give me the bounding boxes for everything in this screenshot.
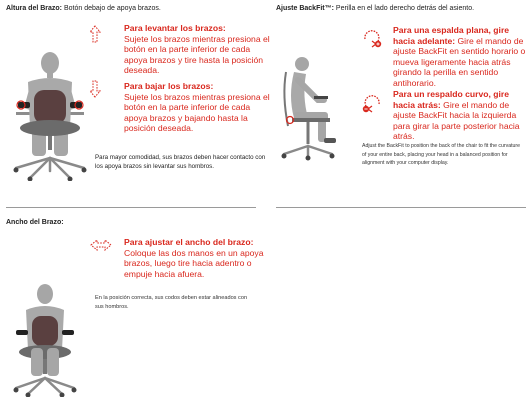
lower-arms-title: Para bajar los brazos: bbox=[124, 81, 214, 91]
lower-arms-text: Sujete los brazos mientras presiona el botón en la parte inferior de cada apoya brazos y bajando hasta la posición deseada. bbox=[124, 91, 270, 134]
arrow-up-icon bbox=[89, 25, 101, 43]
backfit-header bbox=[276, 4, 474, 13]
rotate-clockwise-plus-icon bbox=[360, 25, 384, 49]
flat-back-text: Gire el mando de ajuste BackFit en sentido horario o mueva ligeramente hacia atrás girando la perilla en sentido antihorario. bbox=[393, 35, 526, 88]
arm-height-header bbox=[6, 4, 161, 13]
raise-arms-text: Sujete los brazos mientras presiona el botón en la parte inferior de cada apoya brazos y tire hasta la posición deseada. bbox=[124, 33, 270, 76]
flat-back-block bbox=[393, 25, 527, 89]
flat-back-title: Para una espalda plana, gire hacia adelante: bbox=[393, 25, 510, 46]
raise-arms-title: Para levantar los brazos: bbox=[124, 23, 226, 33]
arm-width-header-title: Ancho del Brazo: bbox=[6, 219, 64, 226]
arm-width-title: Para ajustar el ancho del brazo: bbox=[124, 237, 254, 247]
backfit-note: Adjust the BackFit to position the back of the chair to fit the curvature of your entire back, placing your head in a balanced position for alignment with your computer display. bbox=[362, 143, 521, 167]
divider-right bbox=[276, 207, 526, 208]
arm-height-header-desc: Botón debajo de apoya brazos. bbox=[62, 5, 161, 12]
backfit-header-desc: Perilla en el lado derecho detrás del asiento. bbox=[333, 5, 475, 12]
divider-left bbox=[6, 207, 256, 208]
lower-arms-block bbox=[124, 81, 272, 134]
curved-back-text: Gire el mando de ajuste BackFit hacia la izquierda para girar la parte posterior hacia atrás. bbox=[393, 99, 520, 142]
backfit-header-title: Ajuste BackFit™: bbox=[276, 5, 334, 12]
arm-width-text: Coloque las dos manos en un apoya brazos, luego tire hacia adentro o empuje hacia afuera. bbox=[124, 247, 264, 279]
arm-width-block bbox=[124, 237, 276, 279]
arm-height-note: Para mayor comodidad, sus brazos deben hacer contacto con los apoya brazos sin levantar sus hombros. bbox=[95, 154, 266, 170]
arrow-left-right-icon bbox=[90, 239, 112, 251]
curved-back-title: Para un respaldo curvo, gire hacia atrás: bbox=[393, 89, 510, 110]
arm-height-figure bbox=[8, 46, 92, 181]
backfit-figure bbox=[278, 56, 354, 161]
curved-back-block bbox=[393, 89, 527, 142]
arm-height-header-title: Altura del Brazo: bbox=[6, 5, 63, 12]
arrow-down-icon bbox=[89, 80, 101, 98]
arm-width-figure bbox=[10, 282, 80, 397]
arm-width-note: En la posición correcta, sus codos deben estar alineados con sus hombros. bbox=[95, 295, 248, 310]
raise-arms-block bbox=[124, 23, 272, 76]
arm-width-header bbox=[6, 218, 64, 227]
rotate-counterclockwise-minus-icon bbox=[360, 90, 384, 114]
